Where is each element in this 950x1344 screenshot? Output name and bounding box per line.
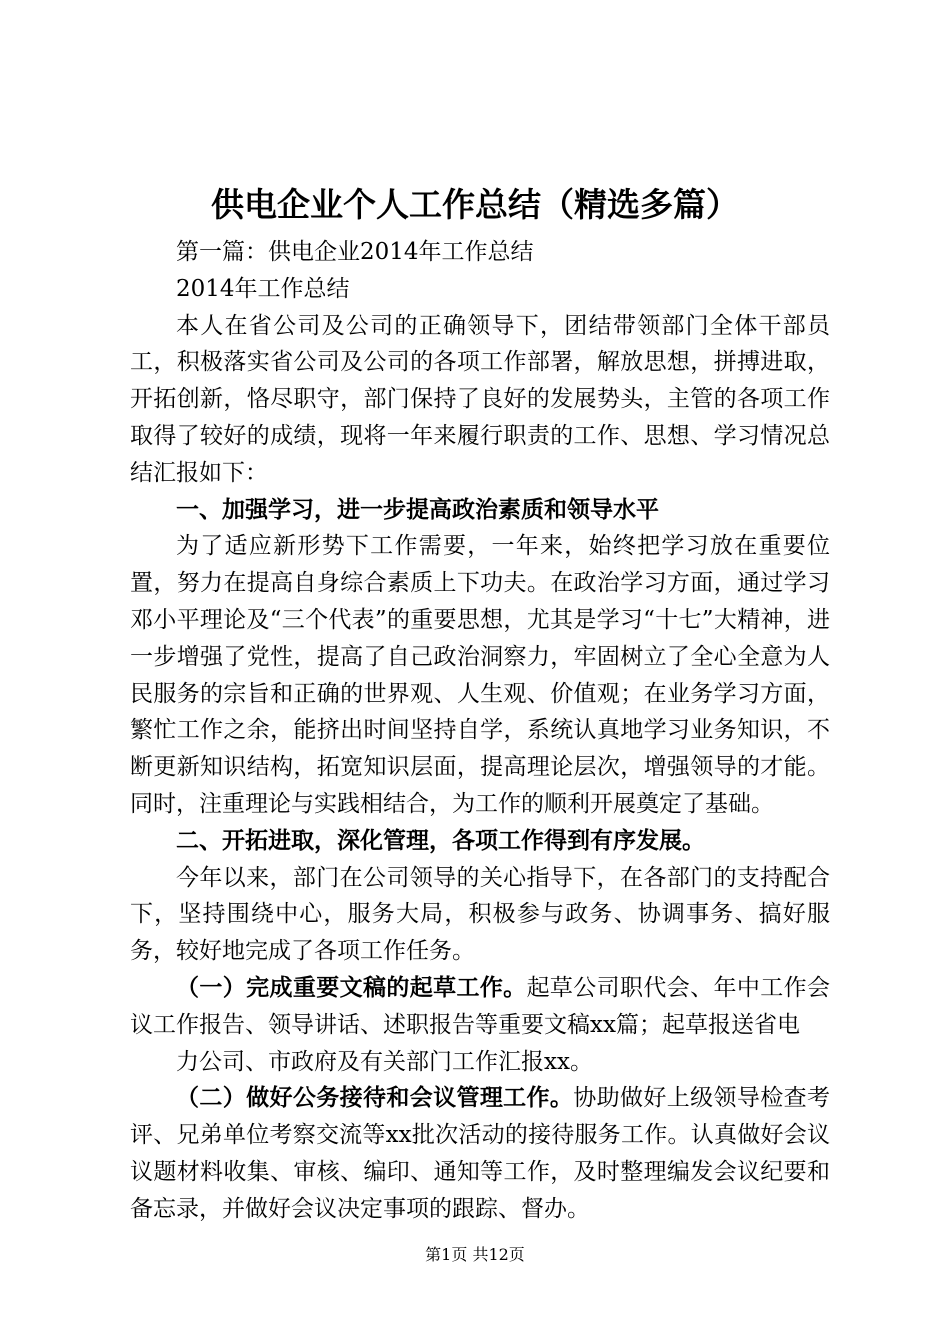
item-1-heading: （一）完成重要文稿的起草工作。 xyxy=(176,974,527,1001)
chapter-subtitle: 2014年工作总结 xyxy=(176,275,350,302)
item-2-text: 协助做好上级领导检查考评、兄弟单位考察交流等xx批次活动的接待服务工作。认真做好会议议题材料收集、审核、编印、通知等工作，及时整理编发会议纪要和备忘录，并做好会议决定事项的跟踪、督办。 xyxy=(130,1085,831,1222)
section-2-paragraph: 今年以来，部门在公司领导的关心指导下，在各部门的支持配合下，坚持围绕中心，服务大局，积极参与政务、协调事务、搞好服务，较好地完成了各项工作任务。 xyxy=(130,864,830,965)
document-body xyxy=(130,234,830,1228)
item-1-paragraph xyxy=(130,970,830,1044)
section-2-heading: 二、开拓进取，深化管理，各项工作得到有序发展。 xyxy=(176,827,705,854)
section-1-paragraph: 为了适应新形势下工作需要，一年来，始终把学习放在重要位置，努力在提高自身综合素质上下功夫。在政治学习方面，通过学习邓小平理论及“三个代表”的重要思想，尤其是学习“十七”大精神，进一步增强了党性，提高了自己政治洞察力，牢固树立了全心全意为人民服务的宗旨和正确的世界观、人生观、价值观；在业务学习方面，繁忙工作之余，能挤出时间坚持自学，系统认真地学习业务知识，不断更新知识结构，拓宽知识层面，提高理论层次，增强领导的才能。同时，注重理论与实践相结合，为工作的顺利开展奠定了基础。 xyxy=(130,533,830,817)
item-2-heading: （二）做好公务接待和会议管理工作。 xyxy=(176,1085,574,1112)
document-title: 供电企业个人工作总结（精选多篇） xyxy=(211,185,739,224)
section-1-heading: 一、加强学习，进一步提高政治素质和领导水平 xyxy=(176,496,659,523)
item-2-paragraph xyxy=(130,1080,830,1227)
item-1-text: 起草公司职代会、年中工作会议工作报告、领导讲话、述职报告等重要文稿xx篇；起草报送省电 xyxy=(130,974,831,1038)
item-1-continued-paragraph: 力公司、市政府及有关部门工作汇报xx。 xyxy=(176,1048,593,1075)
intro-paragraph: 本人在省公司及公司的正确领导下，团结带领部门全体干部员工，积极落实省公司及公司的各项工作部署，解放思想，拼搏进取，开拓创新，恪尽职守，部门保持了良好的发展势头，主管的各项工作取得了较好的成绩，现将一年来履行职责的工作、思想、学习情况总结汇报如下： xyxy=(130,312,830,486)
page-footer: 第1页 共12页 xyxy=(425,1245,525,1264)
chapter-heading: 第一篇：供电企业2014年工作总结 xyxy=(176,239,534,265)
